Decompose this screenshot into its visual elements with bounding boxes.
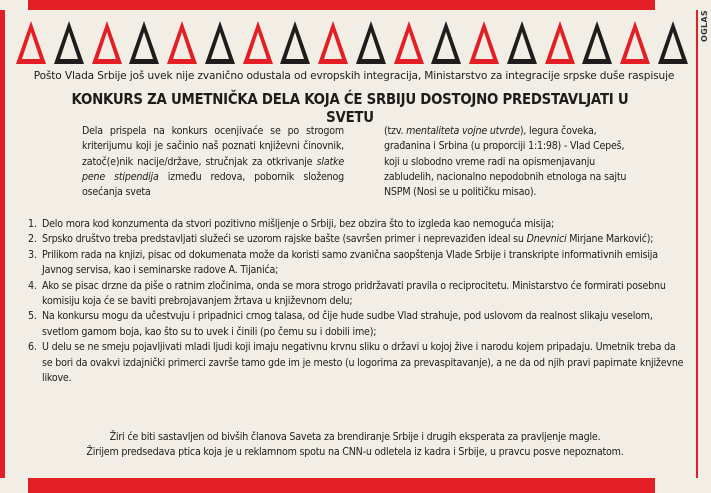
rule-text-italic: Dnevnici [526,233,567,246]
rule-text: Prilikom rada na knjizi, pisac od dokumenata može da koristi samo zvanična saopštenja Vlade Srbije i transkripte informativnih emisija Javnog servisa, kao i seminarske radove A. Tijanića; [42,248,658,277]
left-text-italic: slatke pene stipendija [82,155,344,183]
red-triangle-icon [14,18,48,66]
page-title: KONKURS ZA UMETNIČKA DELA KOJA ĆE SRBIJU DOSTOJNO PREDSTAVLJATI U SVETU [71,90,629,126]
black-triangle-icon [278,18,312,66]
black-triangle-icon [354,18,388,66]
closing-line: Žiri će biti sastavljen od bivših članova Saveta za brendiranje Srbije i drugih eksperata za pravljenje magle. [109,431,601,443]
rule-text: Srpsko društvo treba predstavljati služeći se uzorom rajske bašte (savršen primer i neprevaziđen ideal su [42,233,527,246]
black-triangle-icon [505,18,539,66]
red-triangle-icon [316,18,350,66]
black-triangle-icon [580,18,614,66]
black-triangle-icon [656,18,690,66]
left-text-1: Dela prispela na konkurs ocenjivaće se po strogom kriterijumu koji je sačinio naš poznati književni činovnik, zatoč(e)nik nacije/države, stručnjak za otkrivanje [82,125,344,168]
rule-text-after: Mirjane Marković); [566,233,654,246]
ad-label: OGLAS [700,10,709,42]
red-triangle-icon [618,18,652,66]
black-triangle-icon [52,18,86,66]
left-red-border [0,10,5,478]
rule-number: 2. [28,233,37,246]
rule-item [28,217,688,232]
right-text-2: ), legura čoveka, građanina i Srbina (u proporciji 1:1:98) - Vlad Cepeš, koji u slobodno vreme radi na opismenjavanju zabludelih, nacionalno nepodobnih etnologa na sajtu NSPM (Nosi se u političku misao). [384,125,627,199]
description-columns [82,124,642,200]
bottom-red-bar [28,478,655,493]
red-triangle-icon [241,18,275,66]
right-red-border [696,10,698,478]
right-text-italic: mentaliteta vojne utvrde [406,125,520,137]
top-red-bar [28,0,655,10]
black-triangle-icon [203,18,237,66]
description-right-column [384,124,642,200]
description-left-column [82,124,344,200]
red-triangle-icon [467,18,501,66]
black-triangle-icon [429,18,463,66]
rule-item [28,309,688,340]
rule-item [28,279,688,310]
closing-line: Žirijem predsedava ptica koja je u reklamnom spotu na CNN-u odletela iz kadra i Srbije, u pravcu posve nepoznatom. [86,446,624,459]
rule-number: 1. [28,218,37,230]
left-text-2: između redova, pobornik složenog osećanja sveta [82,170,344,199]
rule-number: 6. [28,341,37,354]
rule-text: Na konkursu mogu da učestvuju i pripadnici crnog talasa, od čije hude sudbe Vlad strahuje, pod uslovom da realnost slikaju veselom, svetlom gamom boja, kao što su to uvek i činili (po čemu su i dobili ime); [42,310,653,338]
red-triangle-icon [543,18,577,66]
rule-text: U delu se ne smeju pojavljivati mladi ljudi koji imaju negativnu krvnu sliku o državi u kojoj žive i narodu kojem pripadaju. Umetnik treba da se bori da ovakvi izdajnički primerci završe tamo gde im je mesto (u logorima za prevaspitavanje), a ne da od njih pravi papirnate književne likove. [42,341,684,385]
triangle-banner [14,18,690,66]
closing-paragraph [20,430,690,461]
rules-list [28,217,688,386]
rule-number: 3. [28,248,37,261]
rule-item [28,340,688,386]
red-triangle-icon [90,18,124,66]
red-triangle-icon [165,18,199,66]
red-triangle-icon [392,18,426,66]
rule-text: Ako se pisac drzne da piše o ratnim zločinima, onda se mora strogo pridržavati pravila o reciprocitetu. Ministarstvo će formirati posebnu komisiju koja će se baviti prebrojavanjem žrtava u književnom delu; [42,279,666,308]
rule-number: 4. [28,279,37,292]
rule-item [28,232,688,247]
rule-text: Delo mora kod konzumenta da stvori pozitivno mišljenje o Srbiji, bez obzira što to izgleda kao nemoguća misija; [42,218,554,230]
black-triangle-icon [127,18,161,66]
intro-text: Pošto Vlada Srbije još uvek nije zvanično odustala od evropskih integracija, Ministarstvo za integracije srpske duše raspisuje [33,70,675,82]
right-text-1: (tzv. [384,125,407,137]
rule-number: 5. [28,310,37,323]
rule-item [28,248,688,279]
